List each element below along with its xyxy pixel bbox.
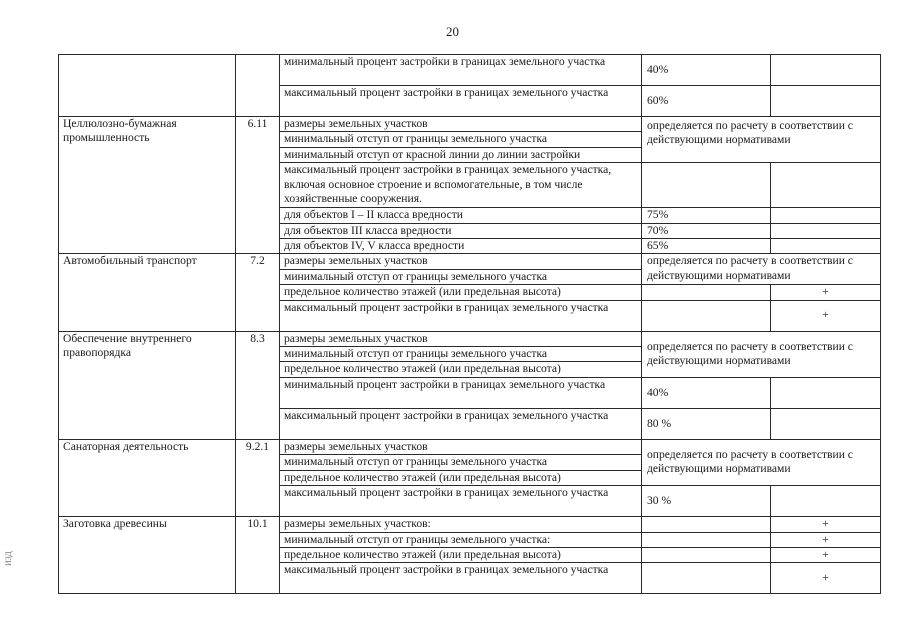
param-cell: предельное количество этажей (или предельная высота): [280, 362, 642, 377]
table-row: [59, 439, 881, 454]
use-type-cell: [59, 55, 236, 117]
value-cell: определяется по расчету в соответствии с действующими нормативами: [642, 439, 881, 485]
mark-cell: [771, 86, 881, 117]
code-cell: 9.2.1: [236, 439, 280, 516]
value-cell: [642, 563, 771, 594]
param-cell: максимальный процент застройки в границах земельного участка: [280, 563, 642, 594]
regulations-table: [58, 54, 881, 594]
value-cell: [642, 547, 771, 562]
mark-cell: [771, 239, 881, 254]
use-type-cell: Обеспечение внутреннего правопорядка: [59, 331, 236, 439]
value-cell: 60%: [642, 86, 771, 117]
mark-cell: +: [771, 285, 881, 300]
param-cell: максимальный процент застройки в границах земельного участка: [280, 300, 642, 331]
param-cell: минимальный отступ от границы земельного участка: [280, 269, 642, 284]
value-cell: 65%: [642, 239, 771, 254]
use-type-cell: Заготовка древесины: [59, 517, 236, 594]
code-cell: 10.1: [236, 517, 280, 594]
mark-cell: +: [771, 532, 881, 547]
param-cell: размеры земельных участков: [280, 254, 642, 269]
table-row: [59, 517, 881, 532]
param-cell: минимальный процент застройки в границах земельного участка: [280, 377, 642, 408]
value-cell: определяется по расчету в соответствии с действующими нормативами: [642, 117, 881, 163]
param-cell: минимальный отступ от границы земельного участка: [280, 347, 642, 362]
param-cell: предельное количество этажей (или предельная высота): [280, 547, 642, 562]
value-cell: 80 %: [642, 408, 771, 439]
mark-cell: [771, 208, 881, 223]
use-type-cell: Автомобильный транспорт: [59, 254, 236, 331]
table-row: [59, 55, 881, 86]
param-cell: размеры земельных участков:: [280, 517, 642, 532]
param-cell: для объектов III класса вредности: [280, 223, 642, 238]
mark-cell: +: [771, 517, 881, 532]
value-cell: [642, 285, 771, 300]
param-cell: максимальный процент застройки в границах земельного участка: [280, 86, 642, 117]
value-cell: определяется по расчету в соответствии с действующими нормативами: [642, 331, 881, 377]
param-cell: минимальный отступ от границы земельного участка: [280, 132, 642, 147]
value-cell: [642, 300, 771, 331]
value-cell: определяется по расчету в соответствии с действующими нормативами: [642, 254, 881, 285]
margin-mark: ИЗД: [4, 551, 13, 566]
param-cell: для объектов IV, V класса вредности: [280, 239, 642, 254]
param-cell: максимальный процент застройки в границах земельного участка: [280, 486, 642, 517]
param-cell: минимальный процент застройки в границах земельного участка: [280, 55, 642, 86]
value-cell: 40%: [642, 55, 771, 86]
param-cell: для объектов I – II класса вредности: [280, 208, 642, 223]
code-cell: 8.3: [236, 331, 280, 439]
param-cell: минимальный отступ от красной линии до линии застройки: [280, 147, 642, 162]
param-cell: предельное количество этажей (или предельная высота): [280, 285, 642, 300]
mark-cell: [771, 163, 881, 208]
value-cell: [642, 163, 771, 208]
mark-cell: [771, 408, 881, 439]
param-cell: размеры земельных участков: [280, 331, 642, 346]
code-cell: [236, 55, 280, 117]
mark-cell: [771, 377, 881, 408]
mark-cell: +: [771, 563, 881, 594]
param-cell: минимальный отступ от границы земельного участка: [280, 455, 642, 470]
param-cell: размеры земельных участков: [280, 117, 642, 132]
mark-cell: [771, 55, 881, 86]
param-cell: минимальный отступ от границы земельного участка:: [280, 532, 642, 547]
table-row: [59, 254, 881, 269]
code-cell: 7.2: [236, 254, 280, 331]
value-cell: 70%: [642, 223, 771, 238]
param-cell: максимальный процент застройки в границах земельного участка: [280, 408, 642, 439]
param-cell: размеры земельных участков: [280, 439, 642, 454]
value-cell: [642, 517, 771, 532]
param-cell: предельное количество этажей (или предельная высота): [280, 470, 642, 485]
value-cell: [642, 532, 771, 547]
mark-cell: +: [771, 547, 881, 562]
page-number: 20: [446, 24, 459, 39]
use-type-cell: Санаторная деятельность: [59, 439, 236, 516]
use-type-cell: Целлюлозно-бумажная промышленность: [59, 117, 236, 254]
value-cell: 30 %: [642, 486, 771, 517]
table-row: [59, 117, 881, 132]
param-cell: максимальный процент застройки в границах земельного участка, включая основное строение и вспомогательные, в том числе хозяйственные сооружения.: [280, 163, 642, 208]
mark-cell: [771, 486, 881, 517]
value-cell: 75%: [642, 208, 771, 223]
table-row: [59, 331, 881, 346]
code-cell: 6.11: [236, 117, 280, 254]
mark-cell: [771, 223, 881, 238]
value-cell: 40%: [642, 377, 771, 408]
mark-cell: +: [771, 300, 881, 331]
